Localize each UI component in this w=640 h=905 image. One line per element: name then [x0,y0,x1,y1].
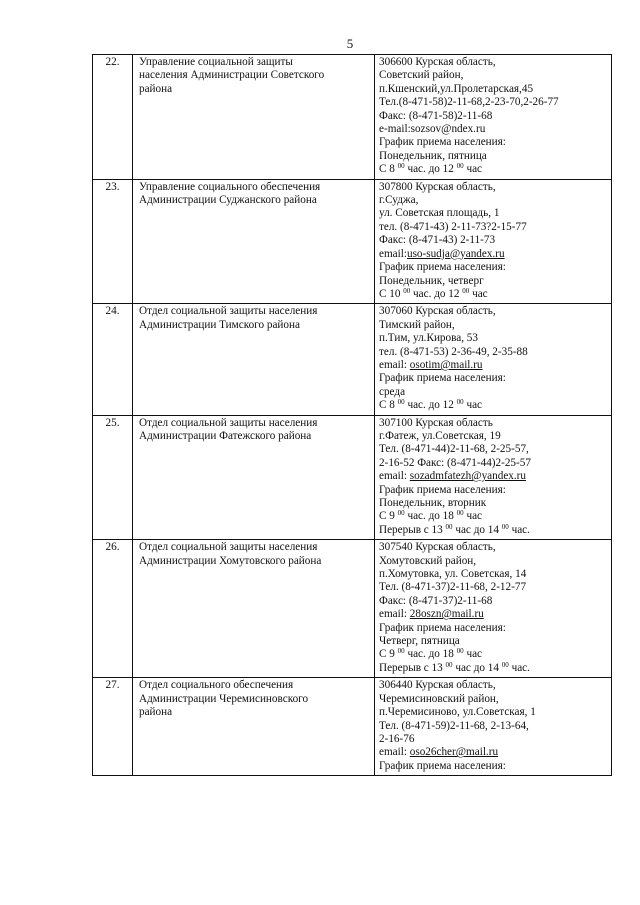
contact-line [379,648,607,661]
email-link[interactable]: uso-sudja@yandex.ru [406,247,505,260]
social-services-table [92,54,612,776]
contact-line: 306600 Курская область, [379,56,496,68]
contact-line: График приема населения: [379,759,506,772]
agency-name-line: Управление социальной защиты [139,56,293,68]
contact-text: час. [508,661,530,674]
contact-text: email: [379,247,407,260]
table-row [93,415,612,540]
agency-name-line: Администрации Фатежского района [139,429,312,442]
contact-line [379,288,607,301]
contact-text: час [463,399,483,412]
contact-line [379,510,607,523]
contact-text: С 8 [379,399,398,412]
agency-contacts [375,678,612,776]
email-link[interactable]: osotim@mail.ru [409,358,483,371]
agency-name-line: Отдел социальной защиты населения [139,305,318,318]
contact-line: Понедельник, четверг [379,274,484,287]
email-link[interactable]: oso26cher@mail.ru [409,746,499,759]
contact-text: час. до 12 [404,163,457,176]
agency-name-line: Администрации Тимского района [139,318,300,331]
contact-text: час. [508,523,530,536]
contact-line: Советский район, [379,69,464,82]
minutes-superscript: 00 [445,523,453,531]
contact-text: С 9 [379,510,398,523]
contact-line: г.Суджа, [379,194,419,207]
contact-text: час. до 18 [404,510,457,523]
contact-line: 2-16-52 Факс: (8-471-44)2-25-57 [379,456,531,469]
contact-line [379,524,607,537]
agency-name-line: населения Администрации Советского [139,69,325,82]
table-row [93,540,612,678]
agency-name [133,55,375,180]
table-row [93,55,612,180]
contact-line: График приема населения: [379,372,506,385]
contact-text: email: [379,746,410,759]
contact-line: п.Тим, ул.Кирова, 53 [379,332,478,345]
contact-line: Тел. (8-471-59)2-11-68, 2-13-64, [379,719,529,732]
contact-line: 307060 Курская область, [379,305,496,318]
contact-line: среда [379,385,406,398]
minutes-superscript: 00 [456,399,464,407]
contact-line: График приема населения: [379,483,506,496]
contact-text: Перерыв с 13 [379,523,446,536]
email-link[interactable]: sozadmfatezh@yandex.ru [409,470,526,483]
contact-line: Понедельник, пятница [379,149,487,162]
contact-line: г.Фатеж, ул.Советская, 19 [379,429,501,442]
contact-line: ул. Советская площадь, 1 [379,207,500,220]
contact-line: Тел. (8-471-44)2-11-68, 2-25-57, [379,443,529,456]
agency-name [133,304,375,415]
contact-line: Факс: (8-471-37)2-11-68 [379,594,493,607]
contact-text: email: [379,608,410,621]
contact-line: п.Кшенский,ул.Пролетарская,45 [379,82,534,95]
contact-line: Четверг, пятница [379,635,460,648]
contact-line: 2-16-76 [379,732,415,745]
minutes-superscript: 00 [445,661,453,669]
contact-text: час до 14 [452,523,502,536]
agency-name [133,678,375,776]
contact-line [379,746,607,759]
contact-line: Тел.(8-471-58)2-11-68,2-23-70,2-26-77 [379,96,559,109]
contact-text: час. до 18 [404,648,457,661]
agency-contacts [375,55,612,180]
contact-line: тел. (8-471-53) 2-36-49, 2-35-88 [379,345,528,358]
minutes-superscript: 00 [501,523,509,531]
row-number: 25. [93,415,133,540]
row-number: 24. [93,304,133,415]
contact-line: График приема населения: [379,261,506,274]
contact-line: Понедельник, вторник [379,497,487,509]
contact-text: час [469,287,488,300]
contact-text: С 9 [379,648,398,661]
agency-name-line: района [139,82,173,95]
minutes-superscript: 00 [462,287,470,295]
contact-line: Факс: (8-471-43) 2-11-73 [379,234,496,247]
contact-line: 307540 Курская область, [379,541,496,554]
contact-text: email: [379,358,410,371]
contact-line: 306440 Курская область, [379,679,496,692]
table-row [93,179,612,304]
agency-name-line: Администрации Черемисиновского [139,692,309,705]
contact-line: График приема населения: [379,621,506,634]
contact-line: Факс: (8-471-58)2-11-68 [379,109,493,122]
contact-line: п.Черемисиново, ул.Советская, 1 [379,706,536,719]
agency-name-line: Отдел социальной защиты населения [139,416,318,429]
minutes-superscript: 00 [501,661,509,669]
contact-text: час [463,510,483,523]
row-number: 23. [93,179,133,304]
contact-text: час. до 12 [410,287,463,300]
minutes-superscript: 00 [397,510,405,518]
contact-text: час [463,163,483,176]
agency-contacts [375,540,612,678]
agency-name-line: Администрации Хомутовского района [139,554,322,567]
contact-line [379,399,607,412]
table-body [93,55,612,776]
minutes-superscript: 00 [456,648,464,656]
agency-name-line: района [139,706,173,719]
contact-line [379,248,607,261]
contact-line [379,359,607,372]
contact-text: С 10 [379,287,404,300]
contact-text: час до 14 [452,661,502,674]
agency-name-line: Администрации Суджанского района [139,194,317,207]
contact-line [379,662,607,675]
row-number: 22. [93,55,133,180]
contact-text: Перерыв с 13 [379,661,446,674]
table-row [93,304,612,415]
minutes-superscript: 00 [403,287,411,295]
minutes-superscript: 00 [456,510,464,518]
contact-text: email: [379,470,410,483]
contact-line: 307800 Курская область, [379,180,496,193]
agency-contacts [375,304,612,415]
agency-name-line: Отдел социального обеспечения [139,679,294,692]
contact-line: e-mail:sozsov@ndex.ru [379,123,486,136]
row-number: 26. [93,540,133,678]
email-link[interactable]: 28oszn@mail.ru [409,608,484,621]
page-number: 5 [346,36,354,51]
contact-line: Хомутовский район, [379,554,477,567]
contact-line [379,163,607,176]
agency-name-line: Управление социального обеспечения [139,180,321,193]
minutes-superscript: 00 [397,163,405,171]
contact-line: Тимский район, [379,318,455,331]
minutes-superscript: 00 [397,648,405,656]
agency-name-line: Отдел социальной защиты населения [139,541,318,554]
contact-line: 307100 Курская область [379,416,493,429]
contact-line: График приема населения: [379,136,506,149]
contact-line [379,470,607,483]
contact-text: час [463,648,483,661]
contact-line: п.Хомутовка, ул. Советская, 14 [379,568,527,581]
contact-line: тел. (8-471-43) 2-11-73?2-15-77 [379,220,527,233]
minutes-superscript: 00 [397,399,405,407]
agency-name [133,415,375,540]
agency-contacts [375,179,612,304]
contact-line: Тел. (8-471-37)2-11-68, 2-12-77 [379,581,527,594]
contact-text: С 8 [379,163,398,176]
table-row [93,678,612,776]
agency-name [133,179,375,304]
row-number: 27. [93,678,133,776]
agency-name [133,540,375,678]
minutes-superscript: 00 [456,163,464,171]
contact-text: час. до 12 [404,399,457,412]
agency-contacts [375,415,612,540]
contact-line [379,608,607,621]
contact-line: Черемисиновский район, [379,692,499,705]
